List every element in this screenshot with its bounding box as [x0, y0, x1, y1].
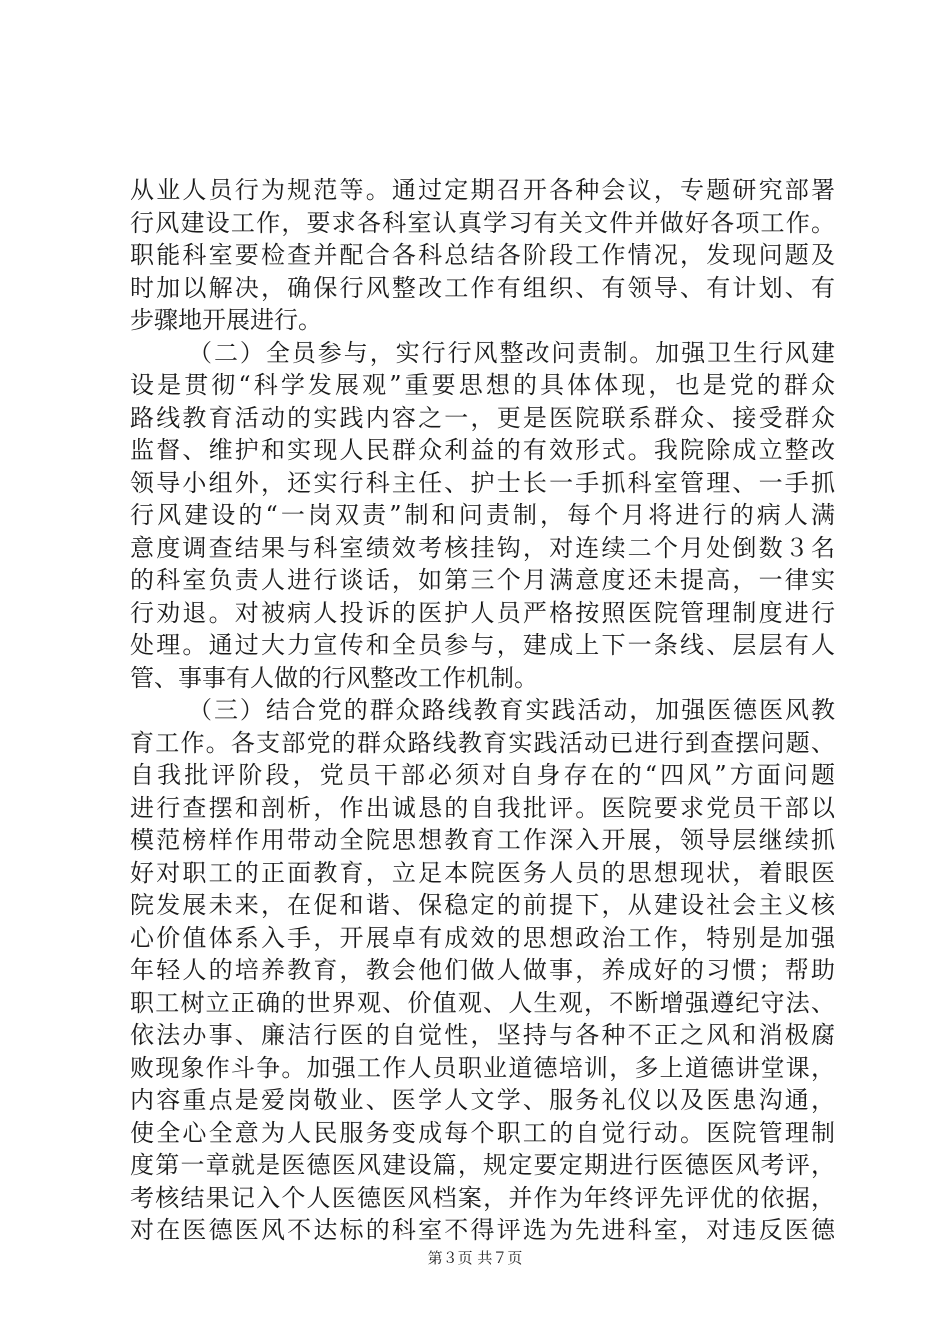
text-line: 好对职工的正面教育，立足本院医务人员的思想现状，着眼医	[130, 858, 835, 887]
text-line: 意度调查结果与科室绩效考核挂钩，对连续二个月处倒数３名	[130, 533, 835, 562]
text-line: （三）结合党的群众路线教育实践活动，加强医德医风教	[188, 696, 835, 724]
text-line: 依法办事、廉洁行医的自觉性，坚持与各种不正之风和消极腐	[130, 1021, 835, 1049]
text-line: 处理。通过大力宣传和全员参与，建成上下一条线、层层有人	[130, 631, 835, 659]
text-line: 路线教育活动的实践内容之一，更是医院联系群众、接受群众	[130, 403, 835, 432]
text-line: 考核结果记入个人医德医风档案，并作为年终评先评优的依据，	[130, 1183, 835, 1212]
text-line: 败现象作斗争。加强工作人员职业道德培训，多上道德讲堂课，	[130, 1053, 835, 1082]
text-line: 步骤地开展进行。	[130, 306, 322, 334]
text-line: 设是贯彻“科学发展观”重要思想的具体体现，也是党的群众	[130, 371, 835, 399]
text-line: 年轻人的培养教育，教会他们做人做事，养成好的习惯；帮助	[130, 956, 835, 984]
text-line: 度第一章就是医德医风建设篇，规定要定期进行医德医风考评，	[130, 1151, 835, 1179]
text-line: 心价值体系入手，开展卓有成效的思想政治工作，特别是加强	[130, 923, 835, 952]
text-line: 监督、维护和实现人民群众利益的有效形式。我院除成立整改	[130, 436, 835, 464]
text-line: 使全心全意为人民服务变成每个职工的自觉行动。医院管理制	[130, 1118, 835, 1147]
text-line: 领导小组外，还实行科主任、护士长一手抓科室管理、一手抓	[130, 468, 835, 497]
text-line: 行劝退。对被病人投诉的医护人员严格按照医院管理制度进行	[130, 598, 835, 627]
text-line: 自我批评阶段，党员干部必须对自身存在的“四风”方面问题	[130, 761, 835, 789]
text-line: 职能科室要检查并配合各科总结各阶段工作情况，发现问题及	[130, 241, 835, 269]
text-line: 的科室负责人进行谈话，如第三个月满意度还未提高，一律实	[130, 566, 835, 594]
text-line: 进行查摆和剖析，作出诚恳的自我批评。医院要求党员干部以	[130, 793, 835, 822]
text-line: （二）全员参与，实行行风整改问责制。加强卫生行风建	[188, 338, 835, 367]
page-footer: 第３页 共７页	[427, 1249, 523, 1267]
text-line: 育工作。各支部党的群众路线教育实践活动已进行到查摆问题、	[130, 728, 835, 757]
text-line: 行风建设的“一岗双责”制和问责制，每个月将进行的病人满	[130, 501, 835, 529]
text-line: 内容重点是爱岗敬业、医学人文学、服务礼仪以及医患沟通，	[130, 1086, 835, 1114]
text-line: 时加以解决，确保行风整改工作有组织、有领导、有计划、有	[130, 273, 835, 302]
text-line: 院发展未来，在促和谐、保稳定的前提下，从建设社会主义核	[130, 891, 835, 919]
text-line: 模范榜样作用带动全院思想教育工作深入开展，领导层继续抓	[130, 826, 835, 854]
text-line: 职工树立正确的世界观、价值观、人生观，不断增强遵纪守法、	[130, 988, 835, 1017]
text-line: 行风建设工作，要求各科室认真学习有关文件并做好各项工作。	[130, 208, 835, 237]
text-line: 对在医德医风不达标的科室不得评选为先进科室，对违反医德	[130, 1216, 835, 1244]
text-line: 管、事事有人做的行风整改工作机制。	[130, 663, 538, 692]
text-line: 从业人员行为规范等。通过定期召开各种会议，专题研究部署	[130, 176, 835, 204]
document-body	[130, 174, 835, 1247]
